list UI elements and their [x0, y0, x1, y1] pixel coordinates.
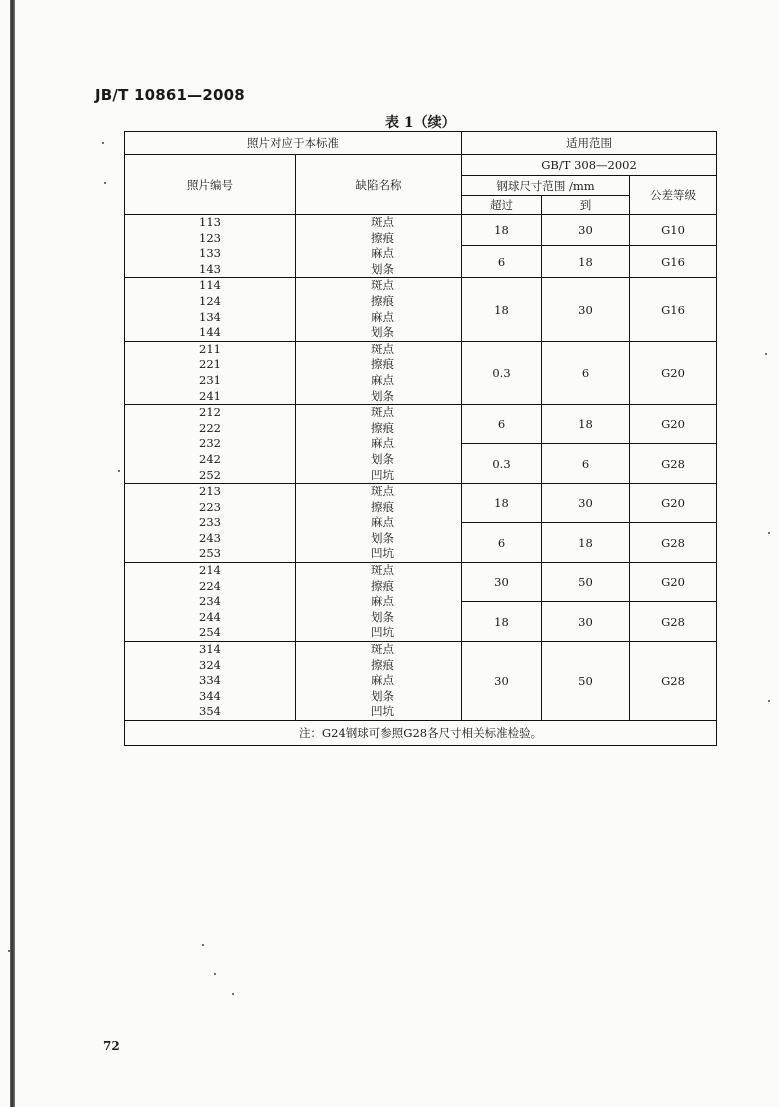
defect-name: 麻点 — [371, 673, 394, 688]
header-size-range: 钢球尺寸范围 /mm — [462, 176, 630, 196]
scan-speck — [214, 973, 216, 975]
photo-number: 334 — [199, 673, 221, 688]
photo-number: 144 — [199, 325, 221, 340]
photo-number-cell — [125, 642, 296, 721]
size-over-cell: 6 — [462, 246, 542, 278]
photo-number: 221 — [199, 357, 221, 372]
photo-number: 241 — [199, 388, 221, 403]
size-to-cell: 18 — [542, 523, 630, 563]
defect-name: 斑点 — [371, 484, 394, 499]
defect-name: 划条 — [371, 530, 394, 545]
photo-number: 242 — [199, 451, 221, 466]
size-to-cell: 6 — [542, 341, 630, 404]
photo-number: 344 — [199, 688, 221, 703]
photo-number-cell — [125, 278, 296, 341]
defect-name: 凹坑 — [371, 704, 394, 719]
size-to-cell: 30 — [542, 602, 630, 642]
photo-number: 123 — [199, 230, 221, 245]
grade-cell: G20 — [630, 341, 717, 404]
defect-name: 擦痕 — [371, 657, 394, 672]
photo-number: 143 — [199, 261, 221, 276]
photo-number: 254 — [199, 625, 221, 640]
defect-name: 斑点 — [371, 215, 394, 229]
table-body — [125, 215, 717, 721]
page-number: 72 — [103, 1039, 120, 1053]
photo-number: 133 — [199, 246, 221, 261]
photo-number: 324 — [199, 657, 221, 672]
defect-name: 划条 — [371, 325, 394, 340]
header-scope-group: 适用范围 — [462, 132, 717, 155]
defect-name: 擦痕 — [371, 230, 394, 245]
size-over-cell: 0.3 — [462, 341, 542, 404]
header-photo-number: 照片编号 — [125, 155, 296, 215]
defect-name: 斑点 — [371, 278, 394, 293]
photo-number-cell — [125, 563, 296, 642]
size-to-cell: 6 — [542, 444, 630, 484]
table-note: 注：G24钢球可参照G28各尺寸相关标准检验。 — [125, 721, 717, 746]
defect-name-cell — [296, 642, 462, 721]
defect-name-cell — [296, 405, 462, 484]
photo-number: 234 — [199, 594, 221, 609]
defect-name: 麻点 — [371, 594, 394, 609]
photo-number: 243 — [199, 530, 221, 545]
defect-name: 麻点 — [371, 309, 394, 324]
size-to-cell: 18 — [542, 246, 630, 278]
defect-name: 麻点 — [371, 515, 394, 530]
defect-name-cell — [296, 215, 462, 278]
defect-name: 划条 — [371, 261, 394, 276]
defect-name: 划条 — [371, 688, 394, 703]
header-to: 到 — [542, 196, 630, 215]
grade-cell: G20 — [630, 563, 717, 602]
photo-number: 232 — [199, 436, 221, 451]
grade-cell: G20 — [630, 405, 717, 444]
photo-number-cell — [125, 405, 296, 484]
defect-name: 麻点 — [371, 372, 394, 387]
grade-cell: G20 — [630, 484, 717, 523]
photo-number: 314 — [199, 642, 221, 657]
size-over-cell: 18 — [462, 484, 542, 523]
size-to-cell: 18 — [542, 405, 630, 444]
photo-number: 244 — [199, 609, 221, 624]
defect-name: 擦痕 — [371, 357, 394, 372]
photo-number: 212 — [199, 405, 221, 420]
defect-name: 麻点 — [371, 436, 394, 451]
scan-speck — [104, 182, 106, 184]
size-over-cell: 30 — [462, 642, 542, 721]
defect-name: 划条 — [371, 388, 394, 403]
grade-cell: G16 — [630, 246, 717, 278]
size-over-cell: 0.3 — [462, 444, 542, 484]
scan-speck — [102, 142, 104, 144]
grade-cell: G28 — [630, 642, 717, 721]
scan-speck — [8, 950, 10, 952]
defect-name: 斑点 — [371, 563, 394, 578]
grade-cell: G28 — [630, 602, 717, 642]
photo-number: 113 — [199, 215, 221, 229]
document-id: JB/T 10861—2008 — [95, 86, 245, 104]
size-over-cell: 30 — [462, 563, 542, 602]
photo-number: 213 — [199, 484, 221, 499]
defect-name: 麻点 — [371, 246, 394, 261]
photo-number-cell — [125, 215, 296, 278]
defect-name: 凹坑 — [371, 546, 394, 561]
photo-number: 211 — [199, 341, 221, 356]
scan-speck — [202, 944, 204, 946]
defect-photo-table — [124, 131, 717, 746]
defect-name: 凹坑 — [371, 467, 394, 482]
header-grade: 公差等级 — [630, 176, 717, 215]
photo-number: 114 — [199, 278, 221, 293]
defect-name: 划条 — [371, 451, 394, 466]
photo-number: 224 — [199, 578, 221, 593]
photo-number: 222 — [199, 420, 221, 435]
defect-name-cell — [296, 563, 462, 642]
size-over-cell: 18 — [462, 278, 542, 341]
defect-name: 擦痕 — [371, 420, 394, 435]
size-to-cell: 50 — [542, 642, 630, 721]
header-standard: GB/T 308—2002 — [462, 155, 717, 176]
scan-edge — [10, 0, 15, 1107]
grade-cell: G16 — [630, 278, 717, 341]
size-over-cell: 6 — [462, 405, 542, 444]
size-over-cell: 18 — [462, 215, 542, 246]
photo-number: 124 — [199, 293, 221, 308]
scan-speck — [118, 470, 120, 472]
size-to-cell: 50 — [542, 563, 630, 602]
table-title: 表 1（续） — [385, 115, 456, 131]
size-to-cell: 30 — [542, 278, 630, 341]
grade-cell: G28 — [630, 523, 717, 563]
defect-name: 划条 — [371, 609, 394, 624]
header-over: 超过 — [462, 196, 542, 215]
defect-name: 斑点 — [371, 341, 394, 356]
defect-name: 斑点 — [371, 642, 394, 657]
grade-cell: G28 — [630, 444, 717, 484]
defect-name-cell — [296, 278, 462, 341]
scan-speck — [765, 353, 767, 355]
defect-name: 凹坑 — [371, 625, 394, 640]
defect-name: 擦痕 — [371, 499, 394, 514]
photo-number: 252 — [199, 467, 221, 482]
photo-number: 231 — [199, 372, 221, 387]
photo-number: 354 — [199, 704, 221, 719]
size-over-cell: 6 — [462, 523, 542, 563]
scan-speck — [768, 532, 770, 534]
photo-number: 223 — [199, 499, 221, 514]
photo-number: 134 — [199, 309, 221, 324]
size-to-cell: 30 — [542, 484, 630, 523]
photo-number: 253 — [199, 546, 221, 561]
header-photo-group: 照片对应于本标准 — [125, 132, 462, 155]
scan-speck — [232, 993, 234, 995]
defect-name: 斑点 — [371, 405, 394, 420]
defect-name-cell — [296, 484, 462, 563]
photo-number-cell — [125, 484, 296, 563]
defect-name: 擦痕 — [371, 293, 394, 308]
grade-cell: G10 — [630, 215, 717, 246]
photo-number: 214 — [199, 563, 221, 578]
scan-speck — [768, 700, 770, 702]
size-over-cell: 18 — [462, 602, 542, 642]
header-defect-name: 缺陷名称 — [296, 155, 462, 215]
size-to-cell: 30 — [542, 215, 630, 246]
defect-name: 擦痕 — [371, 578, 394, 593]
photo-number: 233 — [199, 515, 221, 530]
defect-name-cell — [296, 341, 462, 404]
photo-number-cell — [125, 341, 296, 404]
